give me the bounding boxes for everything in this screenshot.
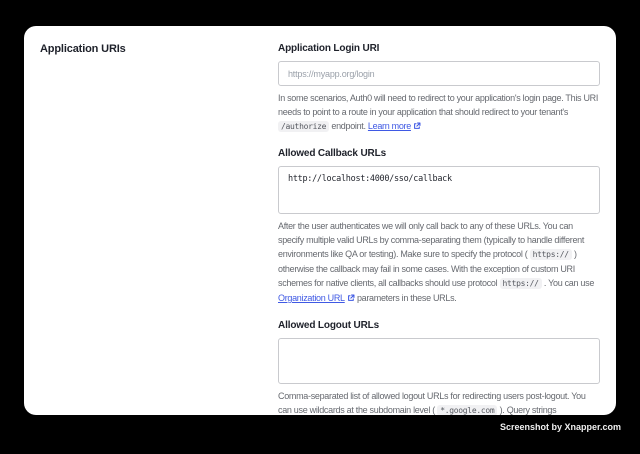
callback-urls-field bbox=[278, 144, 600, 306]
authorize-code-chip: /authorize bbox=[278, 121, 329, 132]
login-uri-input[interactable] bbox=[278, 61, 600, 86]
desc-text: Comma-separated list of allowed logout URLs for redirecting users post-logout. You can use wildcards at the subdomain level ( bbox=[278, 391, 586, 415]
logout-urls-field bbox=[278, 316, 600, 415]
logout-urls-label: Allowed Logout URLs bbox=[278, 320, 380, 331]
https-code-chip: https:// bbox=[500, 278, 542, 289]
external-link-icon bbox=[347, 292, 355, 306]
desc-text: In some scenarios, Auth0 will need to redirect to your application's login page. This URI needs to point to a route in your application that should redirect to your tenant's bbox=[278, 93, 599, 117]
login-uri-label: Application Login URI bbox=[278, 43, 380, 54]
organization-url-link[interactable] bbox=[278, 293, 355, 303]
settings-section-left-column bbox=[40, 39, 278, 402]
desc-text: ). Query strings bbox=[499, 405, 557, 415]
link-label: Organization URL bbox=[278, 293, 345, 303]
xnapper-watermark: Screenshot by Xnapper.com bbox=[499, 422, 621, 432]
desc-text: ) otherwise the callback may fail in some cases. With the exception of custom URI schemes for native clients, all callbacks should use protocol bbox=[278, 249, 577, 288]
learn-more-link[interactable] bbox=[368, 121, 421, 131]
desc-text: After the user authenticates we will only call back to any of these URLs. You can specify multiple valid URLs by comma-separating them (typically to handle different environments like QA or testing). Make sure to specify the protocol ( bbox=[278, 221, 585, 259]
callback-urls-textarea[interactable] bbox=[278, 166, 600, 214]
desc-text: . You can use bbox=[543, 278, 595, 288]
desc-text: parameters in these URLs. bbox=[356, 293, 457, 303]
section-title: Application URIs bbox=[40, 43, 126, 55]
desc-text: endpoint. bbox=[331, 121, 366, 131]
link-label: Learn more bbox=[367, 121, 411, 131]
logout-urls-description bbox=[278, 389, 600, 415]
settings-section-right-column bbox=[278, 39, 600, 415]
application-uris-card bbox=[24, 26, 616, 415]
login-uri-field bbox=[278, 39, 600, 134]
login-uri-description bbox=[278, 91, 600, 134]
callback-urls-label: Allowed Callback URLs bbox=[278, 148, 386, 159]
https-code-chip: https:// bbox=[530, 249, 572, 260]
wildcard-domain-code-chip: *.google.com bbox=[437, 405, 497, 415]
external-link-icon bbox=[413, 120, 421, 134]
logout-urls-textarea[interactable] bbox=[278, 338, 600, 384]
callback-urls-description bbox=[278, 219, 600, 306]
